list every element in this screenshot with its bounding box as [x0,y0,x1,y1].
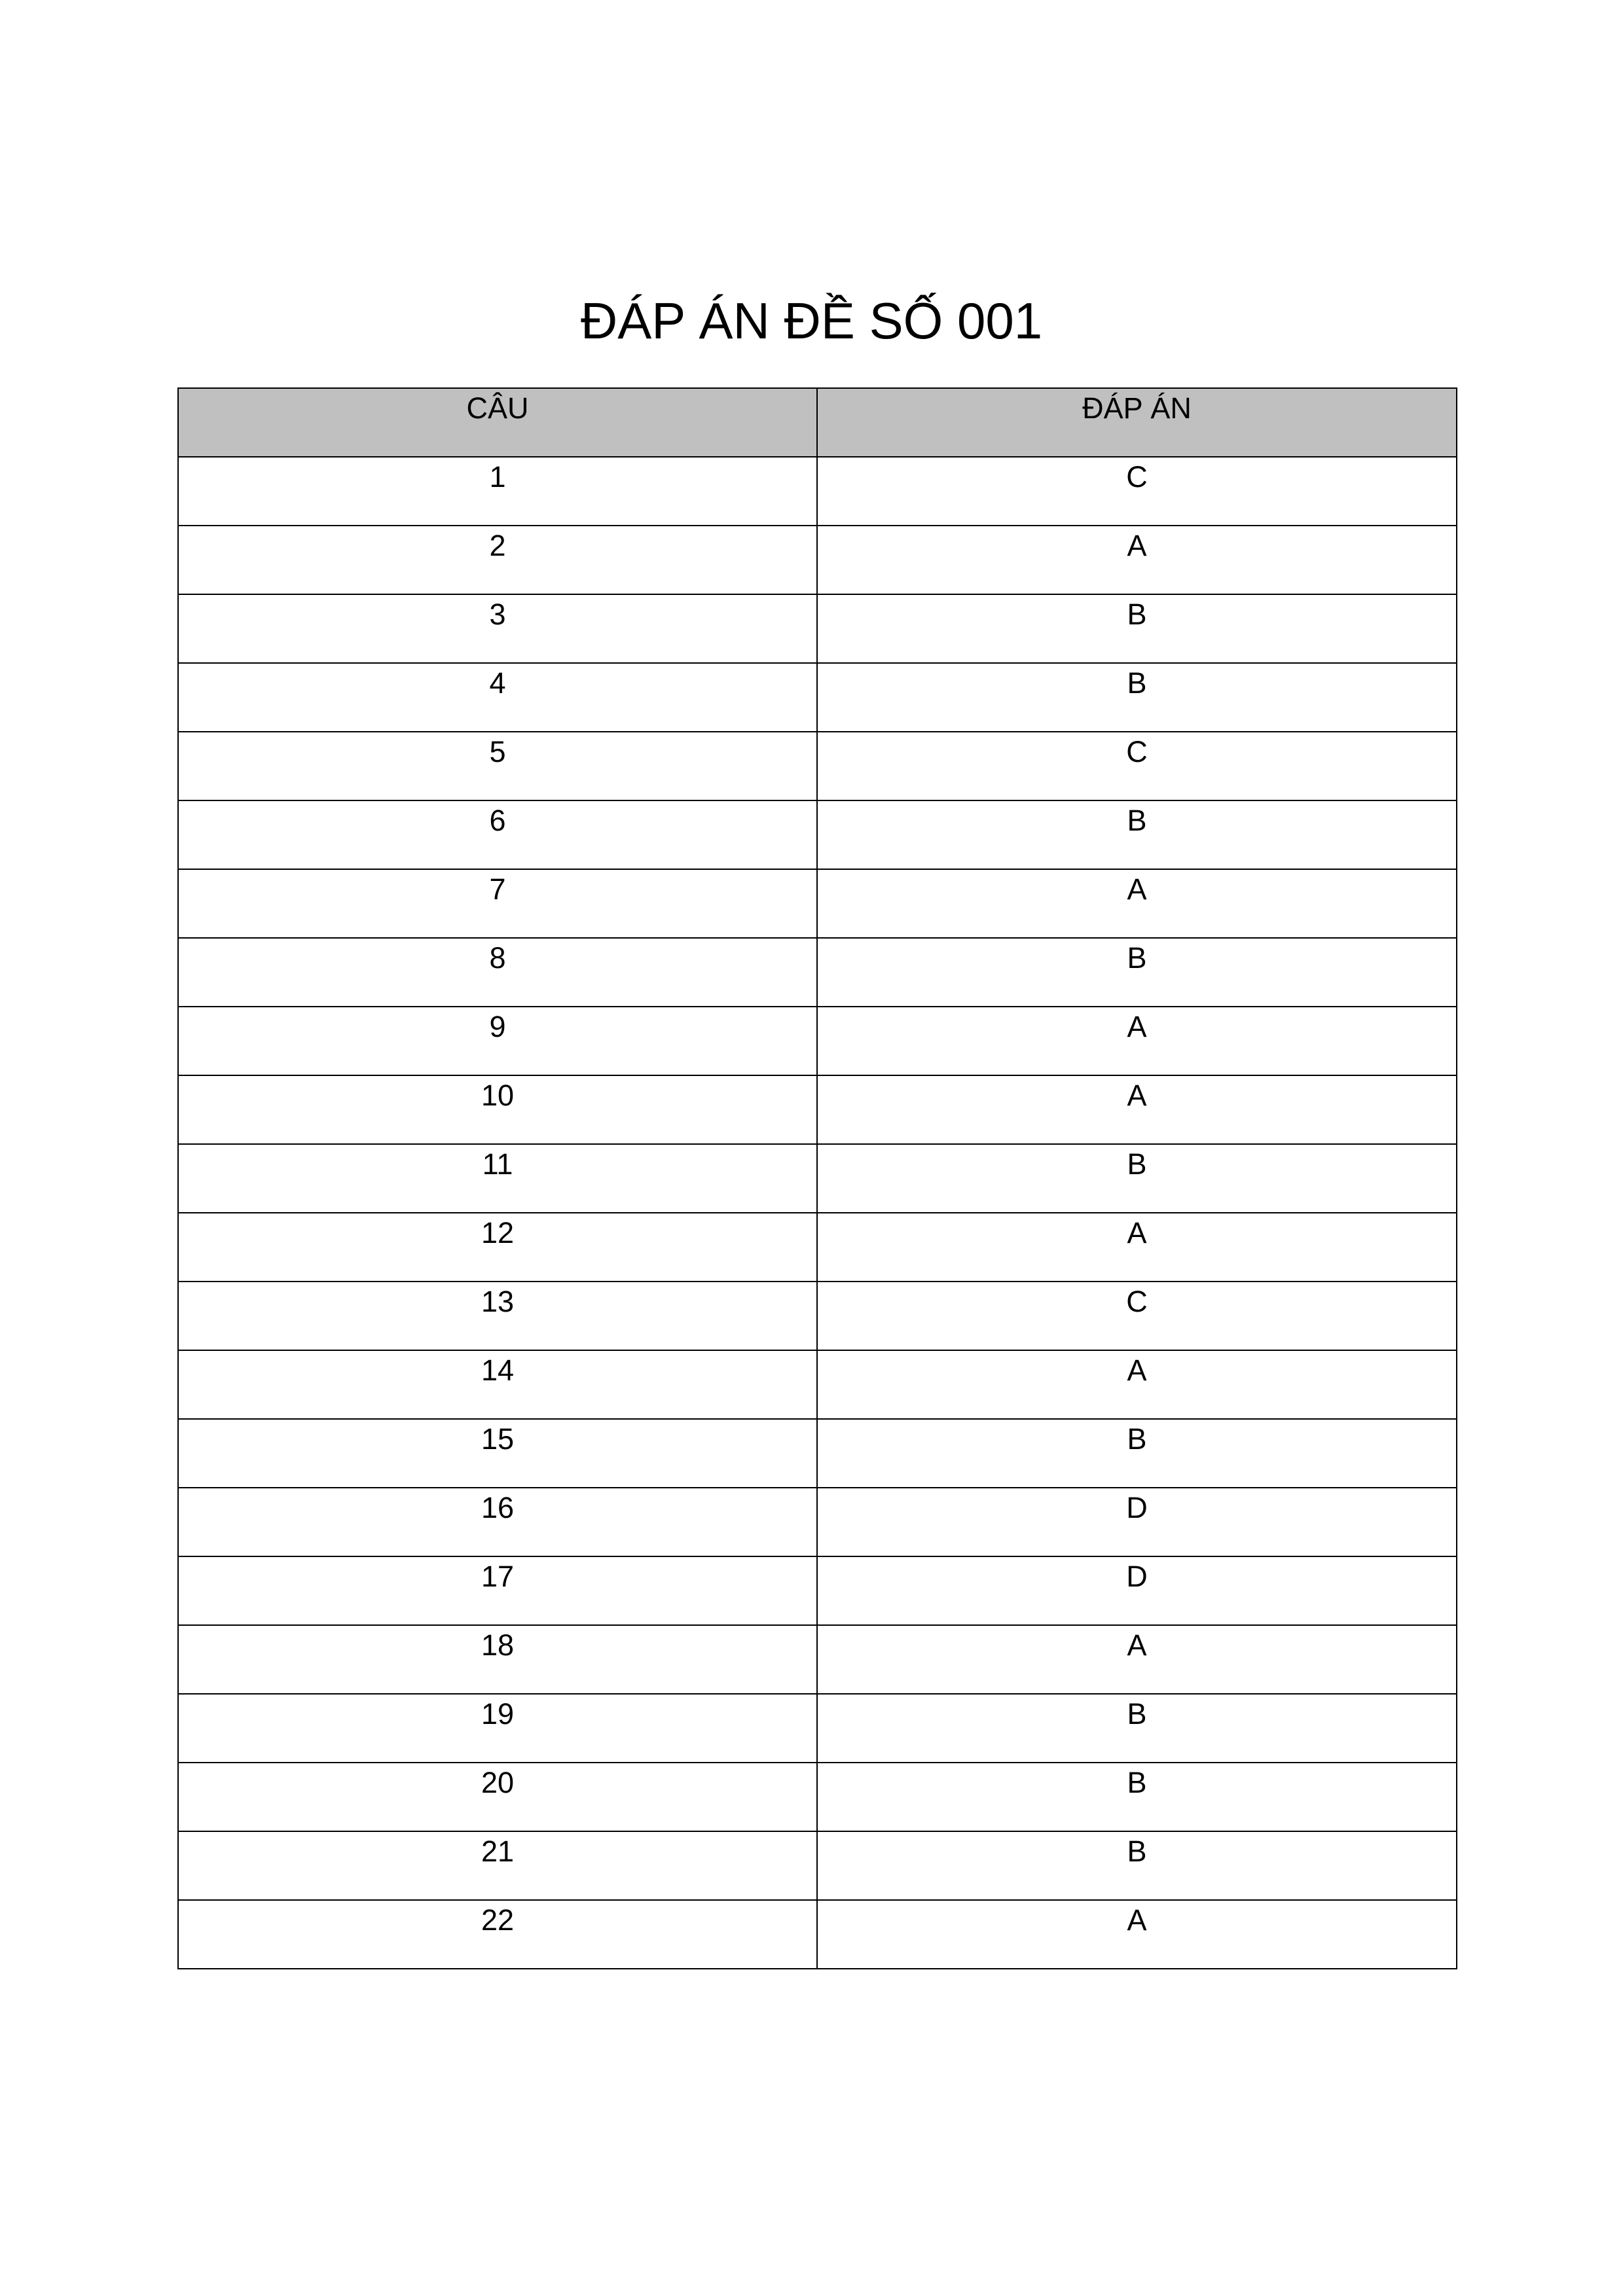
table-row [178,1488,1457,1556]
table-row [178,594,1457,663]
question-number-cell: 5 [178,732,817,800]
question-number-cell: 21 [178,1831,817,1900]
answer-cell: D [817,1556,1457,1625]
answer-cell: A [817,1213,1457,1282]
table-row [178,1694,1457,1763]
answer-cell: B [817,1763,1457,1831]
table-row [178,1144,1457,1213]
table-row [178,1763,1457,1831]
answer-cell: D [817,1488,1457,1556]
question-number-cell: 13 [178,1282,817,1350]
table-row [178,1282,1457,1350]
table-row [178,1350,1457,1419]
answer-cell: A [817,1900,1457,1969]
question-number-cell: 1 [178,457,817,526]
table-row [178,1900,1457,1969]
answer-cell: B [817,1419,1457,1488]
answer-cell: A [817,1350,1457,1419]
answer-cell: B [817,663,1457,732]
answer-cell: A [817,526,1457,594]
table-row [178,663,1457,732]
table-row [178,1419,1457,1488]
question-number-cell: 20 [178,1763,817,1831]
question-number-cell: 4 [178,663,817,732]
question-number-cell: 11 [178,1144,817,1213]
table-row [178,800,1457,869]
question-number-cell: 2 [178,526,817,594]
table-row [178,526,1457,594]
question-number-cell: 18 [178,1625,817,1694]
question-number-cell: 12 [178,1213,817,1282]
answer-cell: C [817,1282,1457,1350]
question-number-cell: 22 [178,1900,817,1969]
answer-cell: A [817,1075,1457,1144]
table-row [178,457,1457,526]
table-row [178,869,1457,938]
header-question: CÂU [178,388,817,457]
answer-cell: B [817,1694,1457,1763]
answer-cell: B [817,800,1457,869]
answer-cell: A [817,869,1457,938]
answer-cell: C [817,457,1457,526]
answer-cell: A [817,1625,1457,1694]
table-row [178,1075,1457,1144]
table-row [178,938,1457,1007]
question-number-cell: 17 [178,1556,817,1625]
table-row [178,1007,1457,1075]
table-row [178,1831,1457,1900]
table-row [178,732,1457,800]
answer-cell: B [817,594,1457,663]
answer-cell: B [817,1144,1457,1213]
table-row [178,1556,1457,1625]
question-number-cell: 16 [178,1488,817,1556]
table-header-row [178,388,1457,457]
question-number-cell: 8 [178,938,817,1007]
question-number-cell: 3 [178,594,817,663]
question-number-cell: 14 [178,1350,817,1419]
question-number-cell: 6 [178,800,817,869]
answer-cell: B [817,938,1457,1007]
question-number-cell: 15 [178,1419,817,1488]
table-row [178,1625,1457,1694]
answer-cell: B [817,1831,1457,1900]
question-number-cell: 10 [178,1075,817,1144]
question-number-cell: 19 [178,1694,817,1763]
answer-rows [178,457,1457,1969]
question-number-cell: 9 [178,1007,817,1075]
answer-table [177,387,1457,1969]
header-answer: ĐÁP ÁN [817,388,1457,457]
table-row [178,1213,1457,1282]
answer-cell: C [817,732,1457,800]
question-number-cell: 7 [178,869,817,938]
answer-cell: A [817,1007,1457,1075]
page-title: ĐÁP ÁN ĐỀ SỐ 001 [580,292,1043,350]
